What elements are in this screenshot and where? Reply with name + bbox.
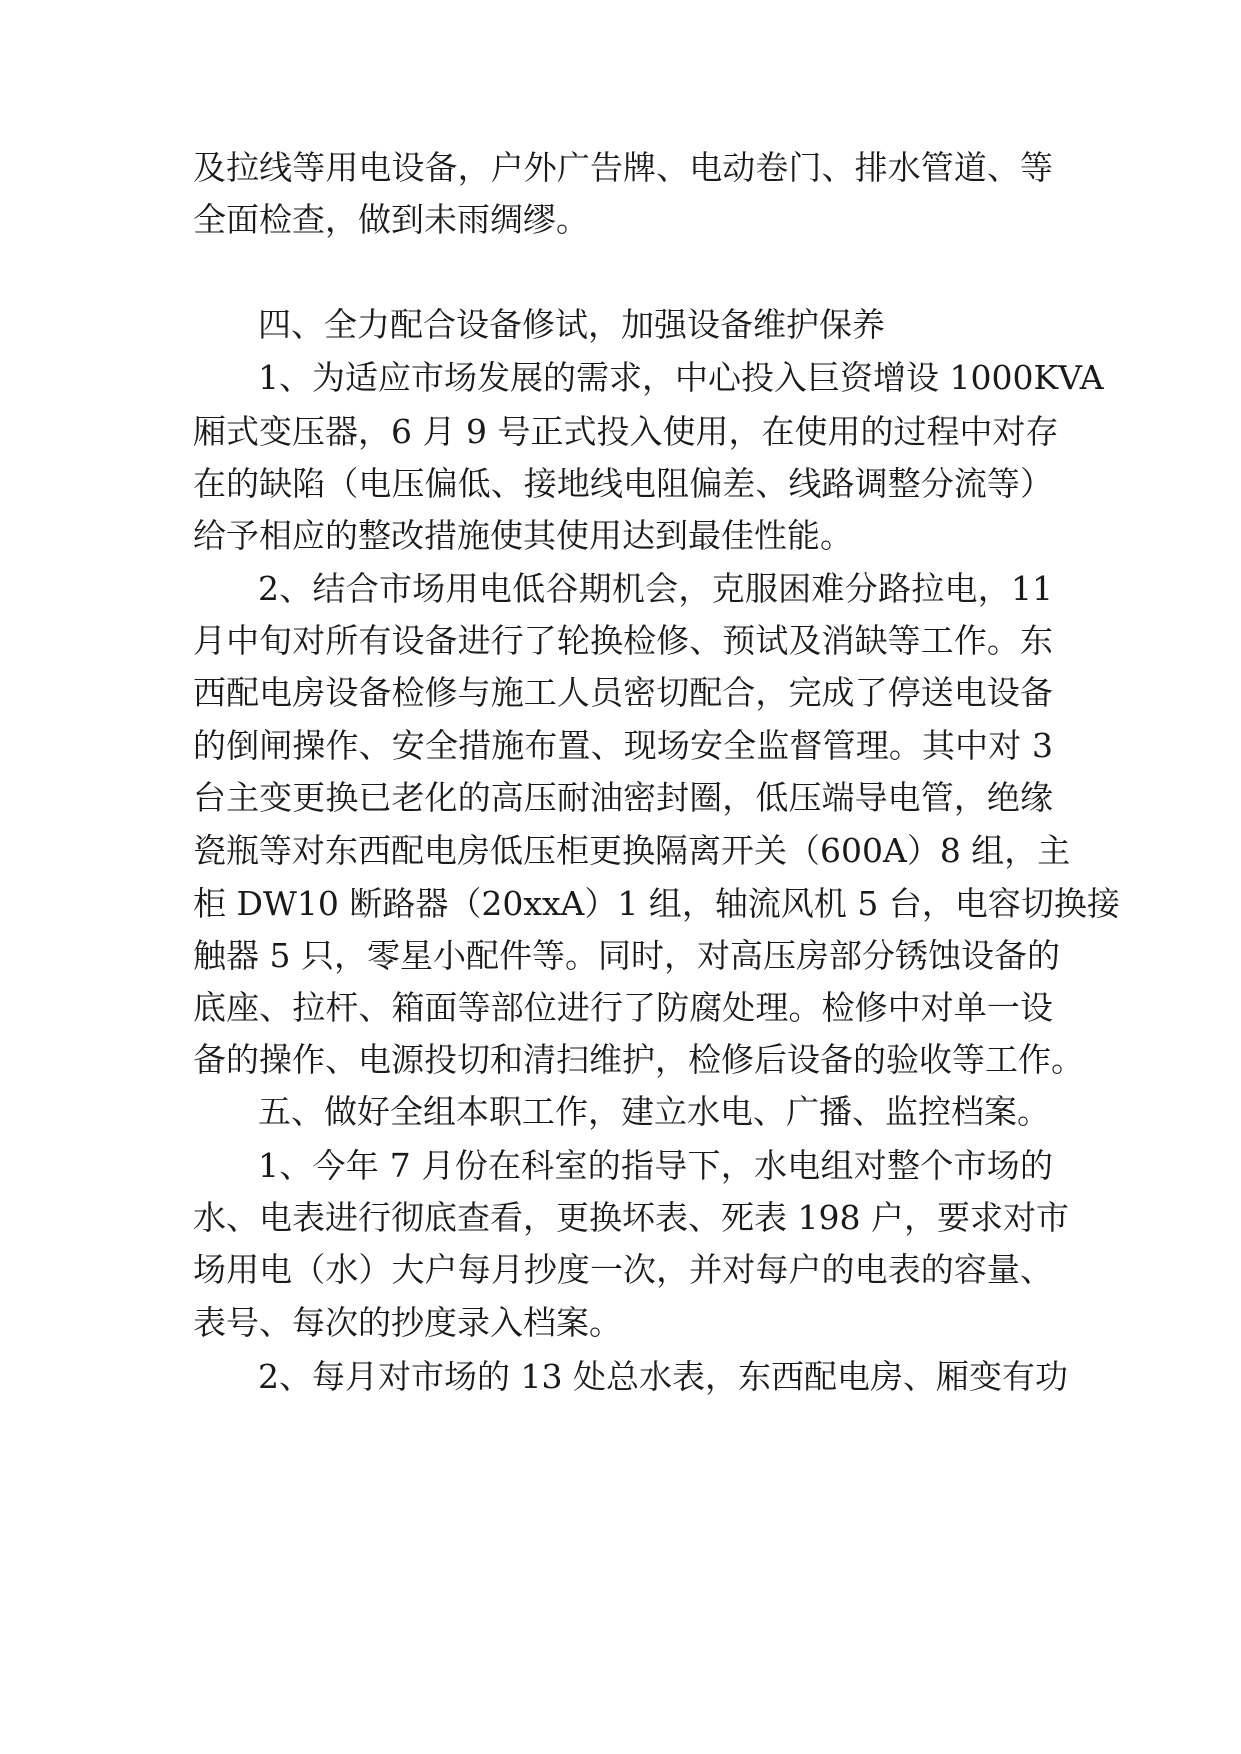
text-line: 底座、拉杆、箱面等部位进行了防腐处理。检修中对单一设 <box>193 988 1053 1027</box>
text-line: 台主变更换已老化的高压耐油密封圈，低压端导电管，绝缘 <box>193 778 1053 817</box>
text-line: 的倒闸操作、安全措施布置、现场安全监督管理。其中对 3 <box>193 726 1053 765</box>
text-line: 1、为适应市场发展的需求，中心投入巨资增设 1000KVA <box>258 358 1104 397</box>
text-line: 场用电（水）大户每月抄度一次，并对每户的电表的容量、 <box>193 1250 1053 1289</box>
text-line: 月中旬对所有设备进行了轮换检修、预试及消缺等工作。东 <box>193 621 1053 660</box>
text-line: 柜 DW10 断路器（20xxA）1 组，轴流风机 5 台，电容切换接 <box>193 884 1120 923</box>
text-line: 2、结合市场用电低谷期机会，克服困难分路拉电，11 <box>258 569 1053 608</box>
text-line: 及拉线等用电设备，户外广告牌、电动卷门、排水管道、等 <box>193 148 1053 187</box>
text-line: 表号、每次的抄度录入档案。 <box>193 1303 622 1342</box>
text-line: 在的缺陷（电压偏低、接地线电阻偏差、线路调整分流等） <box>193 464 1053 503</box>
text-line: 西配电房设备检修与施工人员密切配合，完成了停送电设备 <box>193 673 1053 712</box>
text-line: 给予相应的整改措施使其使用达到最佳性能。 <box>193 516 853 555</box>
section-heading: 四、全力配合设备修试，加强设备维护保养 <box>258 305 885 344</box>
text-line: 触器 5 只，零星小配件等。同时，对高压房部分锈蚀设备的 <box>193 936 1060 975</box>
text-line: 2、每月对市场的 13 处总水表，东西配电房、厢变有功 <box>258 1357 1068 1396</box>
text-line: 备的操作、电源投切和清扫维护，检修后设备的验收等工作。 <box>193 1040 1084 1079</box>
text-line: 瓷瓶等对东西配电房低压柜更换隔离开关（600A）8 组，主 <box>193 831 1071 870</box>
text-line: 全面检查，做到未雨绸缪。 <box>193 200 589 239</box>
text-line: 水、电表进行彻底查看，更换坏表、死表 198 户，要求对市 <box>193 1198 1069 1237</box>
text-line: 1、今年 7 月份在科室的指导下，水电组对整个市场的 <box>258 1146 1053 1185</box>
section-heading: 五、做好全组本职工作，建立水电、广播、监控档案。 <box>258 1092 1050 1131</box>
text-line: 厢式变压器，6 月 9 号正式投入使用，在使用的过程中对存 <box>193 412 1059 451</box>
